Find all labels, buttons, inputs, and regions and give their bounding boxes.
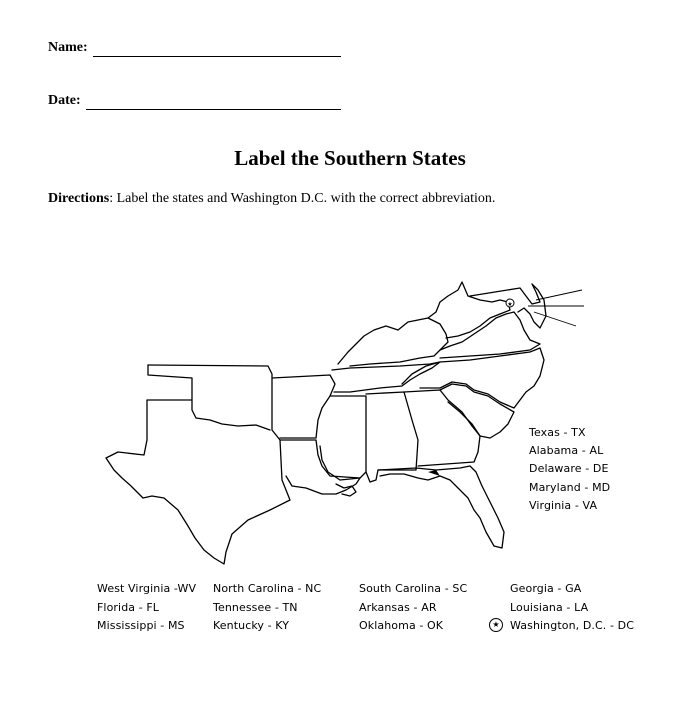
legend-right-list [529, 424, 610, 515]
legend-column-1 [97, 580, 196, 636]
state-outline-arkansas [272, 375, 335, 438]
state-outline-georgia [404, 390, 480, 466]
legend-item: Oklahoma - OK [359, 619, 444, 632]
legend-column-2 [213, 580, 321, 636]
state-outline-texas-oklahoma [106, 365, 290, 564]
directions-label: Directions [48, 191, 110, 206]
state-outline-kentucky [338, 318, 448, 366]
legend-item: Arkansas - AR [359, 600, 437, 614]
dc-marker-star: ★ [507, 301, 513, 308]
legend-item: North Carolina - NC [213, 582, 322, 595]
name-label: Name [48, 40, 83, 55]
legend-item: Florida - FL [97, 600, 160, 614]
legend-column-4 [489, 580, 634, 636]
legend-item: Delaware - DE [529, 462, 609, 476]
date-field: Date: [48, 93, 81, 109]
directions-text: Label the states and Washington D.C. with the correct abbreviation. [116, 191, 496, 206]
state-outline-virginia [440, 312, 540, 358]
leader-line-va [534, 312, 576, 326]
leader-lines [528, 290, 584, 326]
florida-panhandle-mark [428, 470, 440, 476]
worksheet-title: Label the Southern States [234, 146, 466, 170]
legend-item: Maryland - MD [529, 480, 611, 494]
legend-column-3 [359, 580, 467, 636]
legend-item: Alabama - AL [529, 444, 604, 458]
legend-item: Virginia - VA [529, 498, 598, 512]
legend-item-dc [489, 617, 634, 636]
leader-line-de [536, 290, 582, 300]
state-outline-west-virginia [428, 282, 513, 338]
state-outline-mississippi [320, 396, 366, 480]
legend-item-dc-label: Washington, D.C. - DC [510, 619, 634, 632]
state-outline-florida [378, 466, 504, 548]
legend-item: Mississippi - MS [97, 619, 185, 632]
legend-item: Georgia - GA [510, 582, 582, 595]
legend-item: South Carolina - SC [359, 582, 468, 595]
directions: Directions: Label the states and Washington D.C. with the correct abbreviation. [48, 191, 496, 206]
legend-item: Texas - TX [529, 426, 586, 439]
state-outline-south-carolina [440, 384, 514, 438]
date-label: Date [48, 93, 76, 108]
star-circle-icon: ★ [489, 618, 503, 632]
legend-item: West Virginia -WV [97, 582, 197, 595]
state-outline-oklahoma-panhandle [148, 365, 192, 400]
legend-item: Kentucky - KY [213, 619, 290, 632]
legend-item: Louisiana - LA [510, 600, 589, 614]
legend-item: Tennessee - TN [213, 600, 298, 614]
name-field: Name: [48, 40, 88, 56]
